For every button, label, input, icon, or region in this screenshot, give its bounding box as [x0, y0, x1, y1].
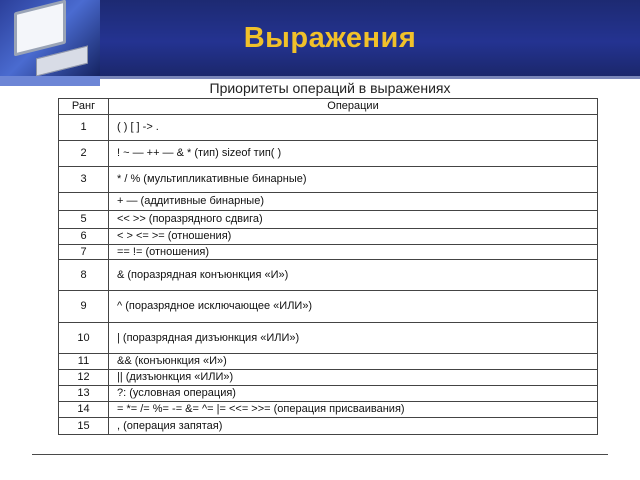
rank-cell: 2 [59, 141, 109, 167]
keyboard-icon [36, 46, 88, 77]
rank-cell [59, 193, 109, 211]
operations-cell: ^ (поразрядное исключающее «ИЛИ») [109, 291, 598, 323]
rank-cell: 3 [59, 167, 109, 193]
monitor-icon [14, 0, 66, 56]
table-row [59, 354, 598, 370]
table-row [59, 291, 598, 323]
rank-cell: 14 [59, 402, 109, 418]
rank-cell: 8 [59, 260, 109, 291]
footer-divider [32, 454, 608, 455]
operations-cell: && (конъюнкция «И») [109, 354, 598, 370]
rank-cell: 15 [59, 418, 109, 435]
operations-cell: ?: (условная операция) [109, 386, 598, 402]
operations-cell: | (поразрядная дизъюнкция «ИЛИ») [109, 323, 598, 354]
table-row [59, 167, 598, 193]
rank-cell: 9 [59, 291, 109, 323]
rank-cell: 1 [59, 115, 109, 141]
operations-cell: = *= /= %= -= &= ^= |= <<= >>= (операция присваивания) [109, 402, 598, 418]
operations-cell: ( ) [ ] -> . [109, 115, 598, 141]
table-row [59, 193, 598, 211]
rank-cell: 7 [59, 245, 109, 260]
operations-cell: ! ~ — ++ — & * (тип) sizeof тип( ) [109, 141, 598, 167]
operations-cell: + — (аддитивные бинарные) [109, 193, 598, 211]
table-row [59, 402, 598, 418]
operations-cell: || (дизъюнкция «ИЛИ») [109, 370, 598, 386]
table-row [59, 260, 598, 291]
rank-cell: 6 [59, 229, 109, 245]
operations-cell: < > <= >= (отношения) [109, 229, 598, 245]
table-header-row [59, 99, 598, 115]
rank-cell: 12 [59, 370, 109, 386]
table-row [59, 418, 598, 435]
table-row [59, 141, 598, 167]
rank-cell: 10 [59, 323, 109, 354]
table-row [59, 115, 598, 141]
operations-cell: == != (отношения) [109, 245, 598, 260]
computer-illustration [0, 0, 100, 86]
rank-cell: 5 [59, 211, 109, 229]
operator-precedence-table [58, 98, 598, 435]
rank-cell: 13 [59, 386, 109, 402]
table-row [59, 211, 598, 229]
operations-cell: , (операция запятая) [109, 418, 598, 435]
table-row [59, 229, 598, 245]
column-header-rank: Ранг [59, 99, 109, 115]
operations-cell: * / % (мультипликативные бинарные) [109, 167, 598, 193]
column-header-operations: Операции [109, 99, 598, 115]
rank-cell: 11 [59, 354, 109, 370]
operations-cell: << >> (поразрядного сдвига) [109, 211, 598, 229]
table-row [59, 323, 598, 354]
table-caption: Приоритеты операций в выражениях [209, 80, 451, 96]
operations-cell: & (поразрядная конъюнкция «И») [109, 260, 598, 291]
table-row [59, 386, 598, 402]
slide-title: Выражения [243, 22, 417, 54]
table-row [59, 370, 598, 386]
table-row [59, 245, 598, 260]
